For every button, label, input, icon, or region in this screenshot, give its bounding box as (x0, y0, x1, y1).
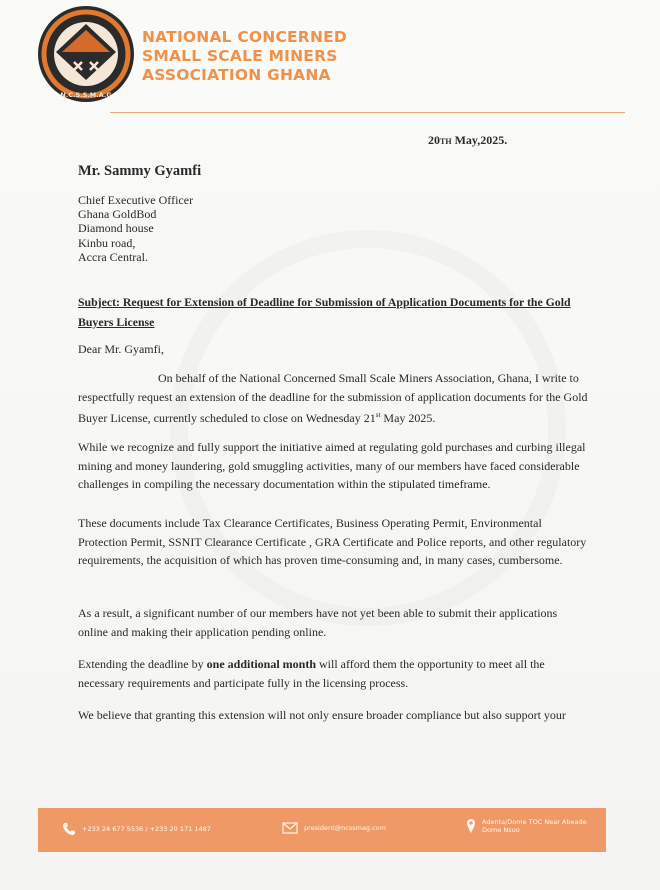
office-address-line-1: Adenta/Dome TOC Near Abeade (482, 818, 587, 826)
address-line-4: Kinbu road, (78, 235, 136, 250)
recipient-address (78, 193, 193, 264)
phone-icon (62, 822, 76, 836)
paragraph-1-sup: st (375, 411, 381, 419)
organization-name (142, 28, 382, 85)
address-line-3: Diamond house (78, 221, 154, 236)
email-address: president@ncssmag.com (304, 824, 386, 832)
date-suffix: TH (440, 137, 452, 146)
address-line-5: Accra Central. (78, 249, 148, 264)
org-name-line-1: NATIONAL CONCERNED (142, 28, 347, 46)
org-name-line-2: SMALL SCALE MINERS (142, 47, 338, 65)
salutation: Dear Mr. Gyamfi, (78, 342, 164, 356)
footer-phone (62, 822, 211, 836)
association-logo (36, 4, 136, 104)
office-address-line-2: Dome Nsuo (482, 826, 520, 834)
letter-date (428, 133, 507, 148)
paragraph-6: We believe that granting this extension will not only ensure broader compliance but also support your (78, 708, 566, 722)
office-address (482, 818, 587, 834)
paragraph-1-end: May 2025. (380, 411, 436, 425)
paragraph-5-start: Extending the deadline by (78, 657, 207, 671)
location-pin-icon (466, 818, 476, 834)
logo-lettering: N.C.S.S.M.A.G (60, 91, 112, 99)
letter-subject: Subject: Request for Extension of Deadline for Submission of Application Documents for the Gold Buyers License (78, 295, 571, 329)
address-line-2: Ghana GoldBod (78, 207, 157, 222)
paragraph-5-bold: one additional month (206, 657, 316, 671)
paragraph-1-text: On behalf of the National Concerned Small Scale Miners Association, Ghana, I write to respectfully request an extension of the deadline for the submission of application documents for the Gold Buyer License, currently scheduled to close on Wednesday 21 (78, 371, 588, 425)
recipient-name: Mr. Sammy Gyamfi (78, 163, 202, 179)
address-line-1: Chief Executive Officer (78, 193, 194, 207)
paragraph-4: As a result, a significant number of our members have not yet been able to submit their applications online and making their application pending online. (78, 606, 558, 639)
paragraph-5 (78, 655, 590, 692)
phone-numbers: +233 24 677 5536 / +233 20 171 1487 (82, 825, 211, 833)
header-divider (110, 112, 625, 113)
paragraph-2: While we recognize and fully support the initiative aimed at regulating gold purchases and curbing illegal mining and money laundering, gold smuggling activities, many of our members have faced considerable challenges in compiling the necessary documentation within the stipulated timeframe. (78, 440, 586, 491)
date-rest: May,2025. (451, 133, 508, 147)
org-name-line-3: ASSOCIATION GHANA (142, 66, 331, 84)
footer-email (282, 822, 386, 834)
paragraph-3: These documents include Tax Clearance Certificates, Business Operating Permit, Environmental Protection Permit, SSNIT Clearance Certificate , GRA Certificate and Police reports, and other regulatory requirements, the acquisition of which has proven time-consuming and, in many cases, cumbersome. (78, 516, 587, 567)
footer-bar (38, 808, 606, 852)
paragraph-5-end: will afford them the opportunity to meet all the necessary requirements and participate fully in the licensing process. (78, 657, 545, 690)
mail-icon (282, 822, 298, 834)
paragraph-1 (78, 369, 590, 428)
date-day: 20 (428, 133, 440, 147)
footer-address (466, 818, 587, 834)
